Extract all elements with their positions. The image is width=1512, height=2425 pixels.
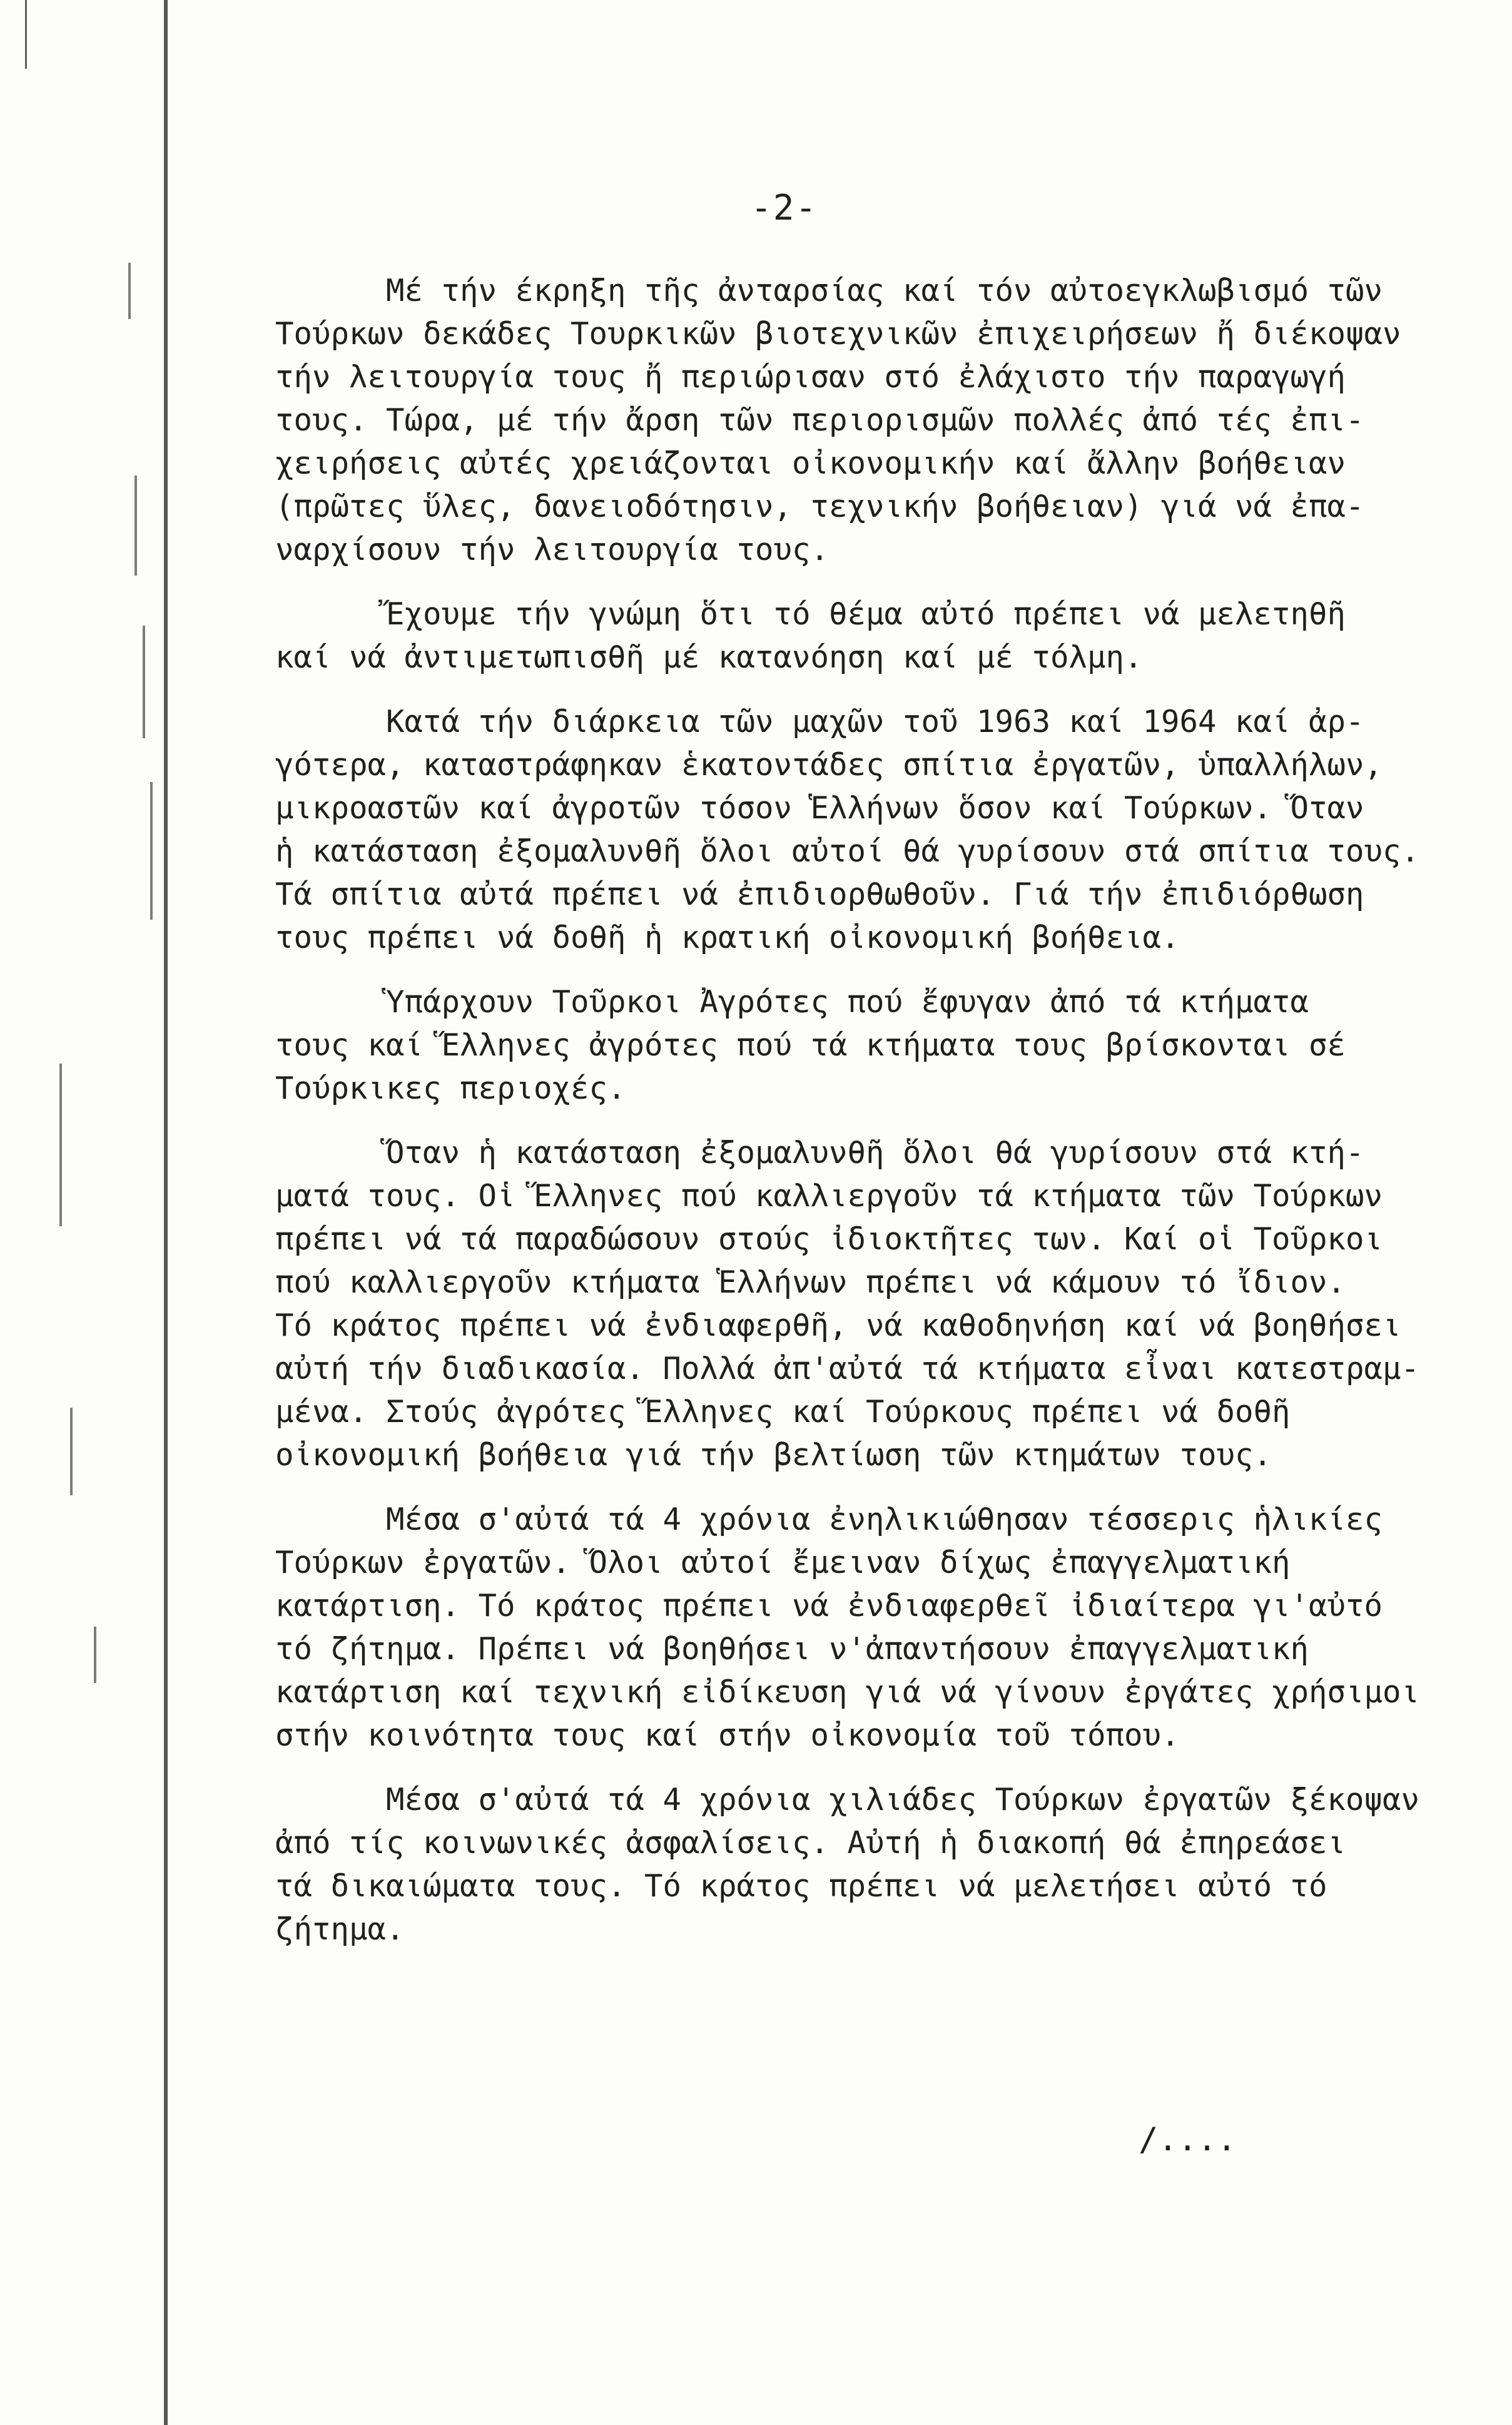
- text-line: Τούρκικες περιοχές.: [275, 1070, 626, 1106]
- text-line: Τούρκων δεκάδες Τουρκικῶν βιοτεχνικῶν ἐπιχειρήσεων ἤ διέκοψαν: [275, 316, 1401, 352]
- text-line: Ὑπάρχουν Τοῦρκοι Ἀγρότες πού ἔφυγαν ἀπό τά κτήματα: [275, 984, 1309, 1020]
- paragraph-4: [275, 980, 1464, 1110]
- margin-artifact: [150, 782, 153, 920]
- text-line: τους καί Ἕλληνες ἀγρότες πού τά κτήματα τους βρίσκονται σέ: [275, 1027, 1346, 1063]
- text-line: τά δικαιώματα τους. Τό κράτος πρέπει νά μελετήσει αὐτό τό: [275, 1868, 1327, 1904]
- paragraph-6: [275, 1498, 1464, 1757]
- text-line: (πρῶτες ὕλες, δανειοδότησιν, τεχνικήν βοήθειαν) γιά νά ἐπα-: [275, 489, 1364, 524]
- binding-margin-mark: [25, 0, 27, 69]
- text-line: ζήτημα.: [275, 1911, 405, 1947]
- margin-artifact: [70, 1408, 73, 1495]
- text-line: κατάρτιση καί τεχνική εἰδίκευση γιά νά γίνουν ἐργάτες χρήσιμοι: [275, 1674, 1420, 1710]
- text-line: Τούρκων ἐργατῶν. Ὅλοι αὐτοί ἔμειναν δίχως ἐπαγγελματική: [275, 1545, 1291, 1580]
- text-line: οἰκονομική βοήθεια γιά τήν βελτίωση τῶν κτημάτων τους.: [275, 1437, 1272, 1473]
- margin-artifact: [59, 1064, 62, 1226]
- text-line: Μέσα σ'αὐτά τά 4 χρόνια ἐνηλικιώθησαν τέσσερις ἡλικίες: [275, 1502, 1383, 1537]
- text-line: αὐτή τήν διαδικασία. Πολλά ἀπ'αὐτά τά κτήματα εἶναι κατεστραμ-: [275, 1351, 1420, 1386]
- text-line: χειρήσεις αὐτές χρειάζονται οἰκονομικήν καί ἄλλην βοήθειαν: [275, 445, 1346, 481]
- text-line: πρέπει νά τά παραδώσουν στούς ἰδιοκτῆτες των. Καί οἱ Τοῦρκοι: [275, 1221, 1383, 1257]
- text-line: Ὅταν ἡ κατάσταση ἐξομαλυνθῆ ὅλοι θά γυρίσουν στά κτή-: [275, 1135, 1364, 1171]
- text-line: Μέ τήν έκρηξη τῆς ἀνταρσίας καί τόν αὐτοεγκλωβισμό τῶν: [275, 273, 1383, 308]
- margin-artifact: [94, 1627, 96, 1683]
- text-line: Κατά τήν διάρκεια τῶν μαχῶν τοῦ 1963 καί 1964 καί ἀρ-: [275, 704, 1364, 740]
- margin-artifact: [134, 475, 137, 576]
- text-line: κατάρτιση. Τό κράτος πρέπει νά ἐνδιαφερθεῖ ἰδιαίτερα γι'αὐτό: [275, 1588, 1383, 1624]
- paragraph-3: [275, 700, 1464, 959]
- text-line: τους πρέπει νά δοθῆ ἡ κρατική οἰκονομική βοήθεια.: [275, 920, 1180, 955]
- text-line: πού καλλιεργοῦν κτήματα Ἑλλήνων πρέπει νά κάμουν τό ἴδιον.: [275, 1264, 1346, 1300]
- binding-margin-line: [164, 0, 168, 2425]
- paragraph-5: [275, 1131, 1464, 1477]
- text-line: Τό κράτος πρέπει νά ἐνδιαφερθῆ, νά καθοδηνήση καί νά βοηθήσει: [275, 1308, 1401, 1343]
- body-text: [275, 269, 1464, 1972]
- paragraph-1: [275, 269, 1464, 571]
- text-line: ἡ κατάσταση ἐξομαλυνθῆ ὅλοι αὐτοί θά γυρίσουν στά σπίτια τους.: [275, 833, 1420, 869]
- paragraph-7: [275, 1778, 1464, 1951]
- text-line: Τά σπίτια αὐτά πρέπει νά ἐπιδιορθωθοῦν. Γιά τήν ἐπιδιόρθωση: [275, 877, 1364, 912]
- text-line: καί νά ἀντιμετωπισθῆ μέ κατανόηση καί μέ τόλμη.: [275, 639, 1143, 675]
- text-line: τους. Τώρα, μέ τήν ἄρση τῶν περιορισμῶν πολλές ἀπό τές ἐπι-: [275, 402, 1364, 438]
- margin-artifact: [128, 263, 131, 319]
- text-line: τήν λειτουργία τους ἤ περιώρισαν στό ἐλάχιστο τήν παραγωγή: [275, 359, 1346, 395]
- text-line: στήν κοινότητα τους καί στήν οἰκονομία τοῦ τόπου.: [275, 1717, 1180, 1753]
- text-line: Ἔχουμε τήν γνώμη ὅτι τό θέμα αὐτό πρέπει νά μελετηθῆ: [275, 596, 1346, 632]
- text-line: ματά τους. Οἱ Ἕλληνες πού καλλιεργοῦν τά κτήματα τῶν Τούρκων: [275, 1178, 1383, 1214]
- text-line: γότερα, καταστράφηκαν ἑκατοντάδες σπίτια ἐργατῶν, ὑπαλλήλων,: [275, 747, 1383, 783]
- text-line: μικροαστῶν καί ἀγροτῶν τόσον Ἑλλήνων ὅσον καί Τούρκων. Ὅταν: [275, 790, 1364, 826]
- page-number: -2-: [751, 188, 818, 228]
- continuation-mark: /....: [1139, 2121, 1237, 2158]
- paragraph-2: [275, 592, 1464, 679]
- text-line: Μέσα σ'αὐτά τά 4 χρόνια χιλιάδες Τούρκων ἐργατῶν ξέκοψαν: [275, 1782, 1420, 1817]
- text-line: μένα. Στούς ἀγρότες Ἕλληνες καί Τούρκους πρέπει νά δοθῆ: [275, 1394, 1291, 1430]
- text-line: τό ζήτημα. Πρέπει νά βοηθήσει ν'ἀπαντήσουν ἐπαγγελματική: [275, 1631, 1309, 1667]
- margin-artifact: [143, 626, 145, 738]
- text-line: ἀπό τίς κοινωνικές ἀσφαλίσεις. Αὐτή ἡ διακοπή θά ἐπηρεάσει: [275, 1825, 1346, 1861]
- text-line: ναρχίσουν τήν λειτουργία τους.: [275, 532, 830, 567]
